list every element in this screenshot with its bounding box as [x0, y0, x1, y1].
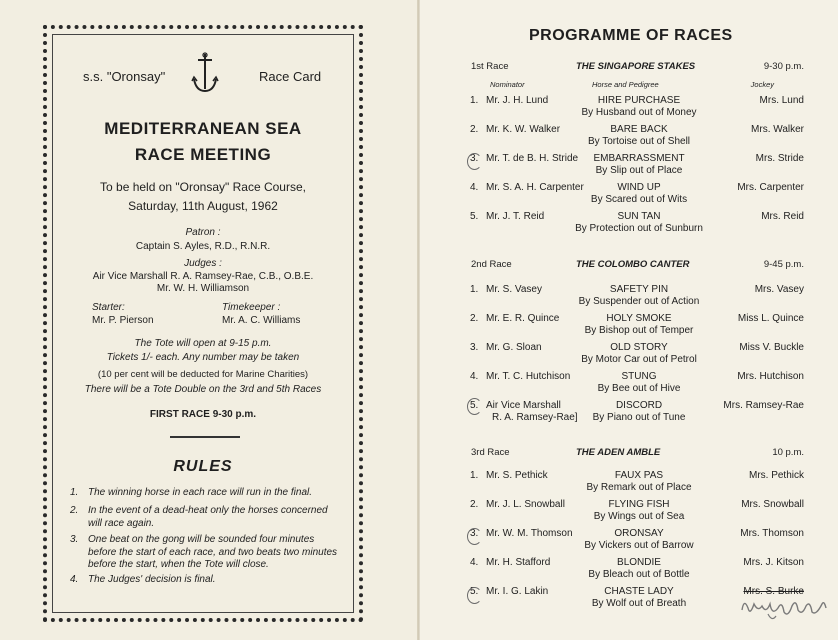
starter-name: Mr. P. Pierson [92, 315, 154, 326]
entry-number: 3. [470, 342, 479, 353]
anchor-logo-icon [190, 51, 220, 95]
entry-horse: FLYING FISH [608, 499, 670, 510]
judge-2: Mr. W. H. Williamson [156, 283, 250, 294]
entry-nominator: Mr. I. G. Lakin [486, 586, 549, 597]
entry-horse: WIND UP [617, 182, 661, 193]
pencil-circle-mark [467, 398, 482, 415]
entry-nominator: Mr. K. W. Walker [486, 124, 561, 135]
race-number: 1st Race [471, 61, 509, 72]
pencil-circle-mark [467, 587, 482, 604]
charity-note: (10 per cent will be deducted for Marine Charities) [97, 369, 309, 380]
entry-jockey: Mrs. J. Kitson [743, 557, 804, 568]
entry-pedigree: By Wolf out of Breath [591, 598, 687, 609]
rule-text: The Judges' decision is final. [88, 574, 216, 585]
entry-number: 5. [470, 211, 479, 222]
entry-pedigree: By Bee out of Hive [597, 383, 681, 394]
entry-nominator: Mr. G. Sloan [486, 342, 542, 353]
timekeeper-label: Timekeeper : [222, 302, 281, 313]
title-line-2: RACE MEETING [134, 145, 272, 164]
entry-nominator-line2: R. A. Ramsey-Rae] [492, 412, 578, 423]
column-nominator: Nominator [490, 80, 525, 89]
column-horse-pedigree: Horse and Pedigree [592, 80, 659, 89]
entry-horse: BARE BACK [610, 124, 668, 135]
entry-nominator: Mr. W. M. Thomson [486, 528, 573, 539]
race-time: 10 p.m. [772, 447, 804, 458]
starter-label: Starter: [92, 302, 125, 313]
entry-jockey: Mrs. Stride [755, 153, 804, 164]
venue-line: To be held on "Oronsay" Race Course, [100, 180, 306, 194]
entry-horse: DISCORD [615, 400, 663, 411]
ticket-price: Tickets 1/- each. Any number may be taken [106, 352, 300, 363]
entry-number: 1. [470, 470, 479, 481]
entry-number: 2. [470, 124, 479, 135]
rule-number: 2. [70, 505, 79, 516]
handwritten-signature-icon [738, 590, 830, 624]
pencil-circle-mark [467, 153, 482, 170]
rule-text: One beat on the gong will be sounded four minutes before the start of each race, and two beats two minutes before the start, when the Tote will close. [88, 534, 338, 570]
entry-number: 5. [470, 586, 479, 597]
judge-1: Air Vice Marshall R. A. Ramsey-Rae, C.B., O.B.E. [92, 271, 314, 282]
rules-heading: RULES [173, 458, 233, 475]
entry-horse: FAUX PAS [614, 470, 664, 481]
entry-number: 2. [470, 499, 479, 510]
entry-jockey: Mrs. Vasey [754, 284, 804, 295]
entry-jockey: Mrs. Reid [761, 211, 804, 222]
entry-number: 3. [470, 153, 479, 164]
entry-pedigree: By Suspender out of Action [578, 296, 700, 307]
entry-horse: OLD STORY [610, 342, 668, 353]
entry-jockey: Mrs. Walker [751, 124, 804, 135]
entry-pedigree: By Tortoise out of Shell [587, 136, 691, 147]
entry-horse: SUN TAN [617, 211, 661, 222]
entry-nominator: Mr. J. T. Reid [486, 211, 545, 222]
entry-pedigree: By Protection out of Sunburn [575, 223, 703, 234]
entry-jockey: Mrs. Thomson [740, 528, 804, 539]
entry-number: 4. [470, 557, 479, 568]
race-number: 3rd Race [471, 447, 510, 458]
entry-pedigree: By Bishop out of Temper [584, 325, 694, 336]
entry-number: 5. [470, 400, 479, 411]
entry-nominator: Mr. S. Vasey [486, 284, 542, 295]
entry-number: 1. [470, 284, 479, 295]
meeting-date: Saturday, 11th August, 1962 [128, 199, 278, 213]
entry-horse: HIRE PURCHASE [597, 95, 681, 106]
rule-text: The winning horse in each race will run in the final. [88, 487, 313, 498]
race-time: 9-30 p.m. [763, 61, 804, 72]
entry-jockey: Mrs. Lund [759, 95, 804, 106]
entry-horse: HOLY SMOKE [606, 313, 672, 324]
tote-opening: The Tote will open at 9-15 p.m. [134, 338, 272, 349]
entry-jockey: Mrs. Snowball [741, 499, 804, 510]
race-name: THE COLOMBO CANTER [576, 259, 690, 270]
rule-number: 4. [70, 574, 79, 585]
entry-pedigree: By Husband out of Money [581, 107, 697, 118]
entry-nominator: Mr. T. de B. H. Stride [486, 153, 579, 164]
entry-horse: EMBARRASSMENT [593, 153, 685, 164]
entry-horse: CHASTE LADY [604, 586, 674, 597]
entry-pedigree: By Vickers out of Barrow [584, 540, 694, 551]
entry-pedigree: By Wings out of Sea [593, 511, 685, 522]
divider [170, 436, 240, 438]
judges-label: Judges : [184, 258, 222, 269]
entry-pedigree: By Remark out of Place [586, 482, 692, 493]
entry-nominator: Mr. S. A. H. Carpenter [486, 182, 584, 193]
entry-jockey: Mrs. S. Burke [743, 586, 804, 597]
entry-number: 4. [470, 182, 479, 193]
entry-horse: BLONDIE [617, 557, 661, 568]
entry-pedigree: By Scared out of Wits [590, 194, 688, 205]
first-race-time: FIRST RACE 9-30 p.m. [149, 409, 257, 420]
entry-pedigree: By Motor Car out of Petrol [581, 354, 697, 365]
race-time: 9-45 p.m. [763, 259, 804, 270]
entry-pedigree: By Slip out of Place [595, 165, 683, 176]
rule-number: 3. [70, 534, 79, 545]
entry-number: 1. [470, 95, 479, 106]
race-card-label: Race Card [259, 69, 322, 84]
programme-title: PROGRAMME OF RACES [529, 27, 733, 44]
column-jockey: Jockey [750, 80, 774, 89]
rule-text: In the event of a dead-heat only the horses concerned will race again. [88, 505, 328, 529]
entry-pedigree: By Bleach out of Bottle [588, 569, 690, 580]
entry-pedigree: By Piano out of Tune [592, 412, 686, 423]
ship-name: s.s. "Oronsay" [83, 69, 166, 84]
patron-name: Captain S. Ayles, R.D., R.N.R. [135, 241, 271, 252]
entry-nominator: Mr. J. L. Snowball [486, 499, 565, 510]
entry-number: 3. [470, 528, 479, 539]
entry-jockey: Mrs. Carpenter [737, 182, 804, 193]
pencil-circle-mark [467, 528, 482, 545]
entry-number: 4. [470, 371, 479, 382]
entry-number: 2. [470, 313, 479, 324]
entry-jockey: Miss L. Quince [737, 313, 804, 324]
entry-jockey: Mrs. Ramsey-Rae [723, 400, 804, 411]
entry-nominator: Mr. J. H. Lund [486, 95, 549, 106]
entry-nominator: Mr. E. R. Quince [486, 313, 560, 324]
entry-nominator: Mr. H. Stafford [486, 557, 551, 568]
page-fold [417, 0, 420, 640]
entry-nominator: Mr. S. Pethick [486, 470, 548, 481]
race-name: THE SINGAPORE STAKES [576, 61, 696, 72]
title-line-1: MEDITERRANEAN SEA [104, 119, 302, 138]
entry-nominator: Mr. T. C. Hutchison [486, 371, 571, 382]
patron-label: Patron : [185, 227, 221, 238]
entry-jockey: Miss V. Buckle [739, 342, 804, 353]
entry-jockey: Mrs. Pethick [748, 470, 804, 481]
entry-horse: ORONSAY [614, 528, 664, 539]
race-name: THE ADEN AMBLE [576, 447, 661, 458]
entry-nominator: Air Vice Marshall [486, 400, 561, 411]
timekeeper-name: Mr. A. C. Williams [222, 315, 301, 326]
entry-jockey: Mrs. Hutchison [737, 371, 804, 382]
entry-horse: SAFETY PIN [609, 284, 669, 295]
entry-horse: STUNG [621, 371, 657, 382]
race-number: 2nd Race [471, 259, 512, 270]
tote-double-note: There will be a Tote Double on the 3rd and 5th Races [84, 384, 322, 395]
rule-number: 1. [70, 487, 79, 498]
